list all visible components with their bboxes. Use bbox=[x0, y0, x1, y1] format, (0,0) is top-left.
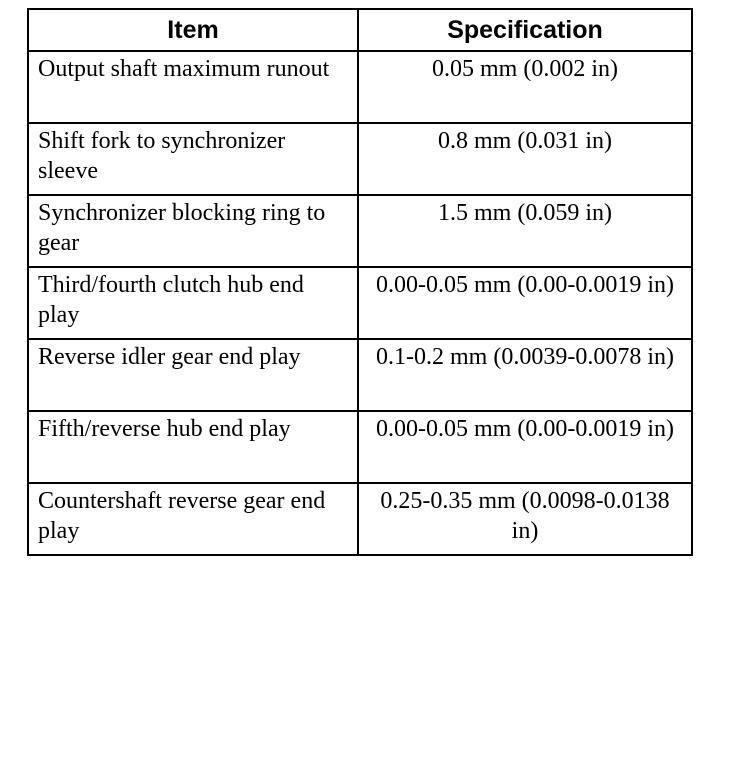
specification-table bbox=[27, 8, 693, 556]
item-cell: Countershaft reverse gear end play bbox=[28, 483, 358, 555]
spec-cell: 0.05 mm (0.002 in) bbox=[358, 51, 692, 123]
item-cell: Third/fourth clutch hub end play bbox=[28, 267, 358, 339]
spec-cell: 0.25-0.35 mm (0.0098-0.0138 in) bbox=[358, 483, 692, 555]
column-header-item: Item bbox=[28, 9, 358, 51]
table-row bbox=[28, 483, 692, 555]
spec-cell: 1.5 mm (0.059 in) bbox=[358, 195, 692, 267]
item-cell: Fifth/reverse hub end play bbox=[28, 411, 358, 483]
column-header-specification: Specification bbox=[358, 9, 692, 51]
table-row bbox=[28, 411, 692, 483]
table-row bbox=[28, 195, 692, 267]
table-row bbox=[28, 123, 692, 195]
header-row bbox=[28, 9, 692, 51]
spec-cell: 0.00-0.05 mm (0.00-0.0019 in) bbox=[358, 267, 692, 339]
spec-cell: 0.00-0.05 mm (0.00-0.0019 in) bbox=[358, 411, 692, 483]
item-cell: Output shaft maximum runout bbox=[28, 51, 358, 123]
item-cell: Reverse idler gear end play bbox=[28, 339, 358, 411]
item-cell: Shift fork to synchronizer sleeve bbox=[28, 123, 358, 195]
spec-cell: 0.1-0.2 mm (0.0039-0.0078 in) bbox=[358, 339, 692, 411]
table-row bbox=[28, 267, 692, 339]
spec-cell: 0.8 mm (0.031 in) bbox=[358, 123, 692, 195]
table-row bbox=[28, 339, 692, 411]
table-row bbox=[28, 51, 692, 123]
item-cell: Synchronizer blocking ring to gear bbox=[28, 195, 358, 267]
